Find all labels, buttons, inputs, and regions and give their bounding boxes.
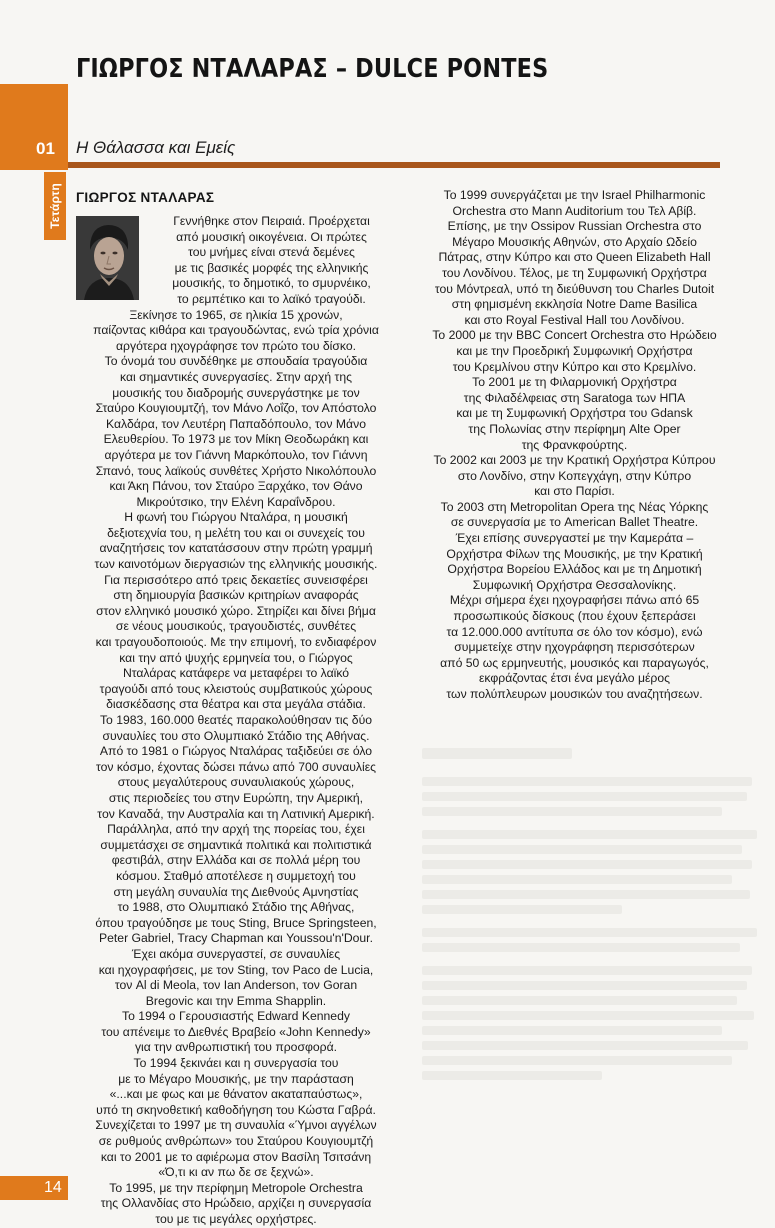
- text-line: σε νέους μουσικούς, τραγουδιστές, συνθέτες: [115, 619, 357, 634]
- text-line: Η φωνή του Γιώργου Νταλάρα, η μουσική: [124, 510, 348, 525]
- text-line: αναζητήσεις τον κατατάσσουν στην πρώτη γραμμή: [99, 541, 373, 556]
- author-portrait: [76, 216, 139, 300]
- text-line: μουσικής του διαδρομής συνεργάστηκε με τον: [112, 385, 360, 400]
- author-heading: ΓΙΩΡΓΟΣ ΝΤΑΛΑΡΑΣ: [76, 190, 215, 205]
- text-line: αργότερα ηχογράφησε τον πρώτο του δίσκο.: [116, 338, 356, 353]
- text-line: στη φημισμένη εκκλησία Notre Dame Basilica: [451, 297, 698, 312]
- faded-line: [422, 748, 572, 759]
- faded-line: [422, 1011, 754, 1020]
- text-line: και το 2001 με το αφιέρωμα στον Βασίλη Τσιτσάνη: [100, 1149, 372, 1164]
- text-line: το 1988, στο Ολυμπιακό Στάδιο της Αθήνας,: [117, 900, 355, 915]
- text-line: και την από ψυχής ερμηνεία του, ο Γιώργος: [119, 650, 353, 665]
- text-line: για την ανθρωπιστική του προσφορά.: [134, 1040, 338, 1055]
- text-line: Συνεχίζεται το 1997 με τη συναυλία «Ύμνοι αγγέλων: [95, 1118, 377, 1133]
- faded-line: [422, 1041, 748, 1050]
- text-line: Ξεκίνησε το 1965, σε ηλικία 15 χρονών,: [129, 307, 343, 322]
- page-title: ΓΙΩΡΓΟΣ ΝΤΑΛΑΡΑΣ – DULCE PONTES: [76, 54, 549, 84]
- faded-line: [422, 1026, 722, 1035]
- text-line: Το 2003 στη Metropolitan Opera της Νέας Υόρκης: [440, 499, 709, 514]
- text-line: του με τις μεγάλες ορχήστρες.: [155, 1212, 317, 1226]
- text-line: της Πολωνίας στην περίφημη Alte Oper: [468, 421, 681, 436]
- faded-line: [422, 1071, 602, 1080]
- text-line: σε ρυθμούς ανθρώπων» του Σταύρου Κουγιουμτζή: [98, 1134, 374, 1149]
- left-column-text: [76, 214, 396, 1228]
- section-number: 01: [36, 139, 55, 158]
- faded-line: [422, 845, 742, 854]
- text-line: Για περισσότερο από τρεις δεκαετίες συνεισφέρει: [104, 572, 368, 587]
- text-line: τραγούδι από τους κλειστούς συμβατικούς χώρους: [99, 681, 373, 696]
- text-line: του Λονδίνου. Τέλος, με τη Συμφωνική Ορχήστρα: [442, 265, 707, 280]
- text-line: και Άκη Πάνου, τον Σταύρο Ξαρχάκο, τον Θάνο: [109, 479, 363, 494]
- text-line: και τραγουδοποιούς. Με την επιμονή, το ενδιαφέρον: [95, 635, 377, 650]
- text-line: Το 1999 συνεργάζεται με την Israel Philharmonic: [443, 188, 706, 202]
- text-line: του Κρεμλίνου στην Κύπρο και στο Κρεμλίνο.: [452, 359, 697, 374]
- text-line: με το Μέγαρο Μουσικής, με την παράσταση: [118, 1071, 354, 1086]
- text-line: της Φιλαδέλφειας στη Saratoga των ΗΠΑ: [463, 390, 686, 405]
- text-line: Γεννήθηκε στον Πειραιά. Προέρχεται: [173, 214, 370, 228]
- text-line: Μικρούτσικο, την Ελένη Καραΐνδρου.: [136, 494, 336, 509]
- text-line: της Φρανκφούρτης.: [521, 437, 628, 452]
- faded-line: [422, 1056, 732, 1065]
- faded-line: [422, 807, 722, 816]
- text-line: Από το 1981 ο Γιώργος Νταλάρας ταξιδεύει σε όλο: [99, 744, 373, 759]
- text-line: στον ελληνικό μουσικό χώρο. Στηρίζει και δίνει βήμα: [96, 603, 376, 618]
- text-line: των πολύπλευρων μουσικών του αναζητήσεων.: [446, 687, 703, 701]
- text-line: «...και με φως και με θάνατον ακαταπαύστως»,: [109, 1087, 363, 1102]
- text-line: Το 1983, 160.000 θεατές παρακολούθησαν τις δύο: [99, 713, 373, 727]
- text-line: Το 2001 με τη Φιλαρμονική Ορχήστρα: [472, 375, 677, 390]
- text-line: διασκέδασης στα θέατρα και στα μεγάλα στάδια.: [106, 697, 366, 712]
- text-line: στη δημιουργία βασικών κριτηρίων αναφοράς: [113, 588, 359, 603]
- left-column: [76, 188, 396, 1228]
- text-line: στο Λονδίνο, στην Κοπεγχάγη, στην Κύπρο: [457, 468, 692, 483]
- right-column-text: [422, 188, 727, 703]
- text-line: Το 1995, με την περίφημη Metropole Orchestra: [109, 1180, 363, 1195]
- text-line: και με τη Συμφωνική Ορχήστρα του Gdansk: [456, 406, 693, 421]
- section-tab: [0, 84, 68, 170]
- text-line: Orchestra στο Mann Auditorium του Τελ Αβίβ.: [452, 203, 697, 218]
- text-line: Το όνομά του συνδέθηκε με σπουδαία τραγούδια: [104, 354, 368, 369]
- text-line: συναυλίες του στο Ολυμπιακό Στάδιο της Αθήνας.: [102, 728, 370, 743]
- text-line: Το 1994 ξεκινάει και η συνεργασία του: [133, 1056, 339, 1071]
- text-line: στη μεγάλη συναυλία της Διεθνούς Αμνηστίας: [113, 884, 359, 899]
- text-line: Έχει ακόμα συνεργαστεί, σε συναυλίες: [131, 946, 341, 961]
- text-line: των καινοτόμων διεργασιών της ελληνικής μουσικής.: [94, 557, 378, 572]
- text-line: προσωπικούς δίσκους (που έχουν ξεπεράσει: [453, 609, 696, 624]
- text-line: μουσικής, το δημοτικό, το σμυρνέικο,: [172, 276, 371, 291]
- section-title: Η Θάλασσα και Εμείς: [76, 138, 236, 157]
- text-line: «Ό,τι κι αν πω δε σε ξεχνώ».: [158, 1165, 314, 1180]
- text-line: Το 1994 ο Γερουσιαστής Edward Kennedy: [122, 1009, 350, 1024]
- text-line: Νταλάρας κατάφερε να μεταφέρει το λαϊκό: [122, 666, 350, 681]
- text-line: με τις βασικές μορφές της ελληνικής: [174, 260, 369, 275]
- text-line: στις περιοδείες του στην Ευρώπη, την Αμερική,: [108, 790, 364, 805]
- faded-line: [422, 890, 750, 899]
- text-line: το ρεμπέτικο και το λαϊκό τραγούδι.: [177, 291, 366, 306]
- text-line: Επίσης, με την Ossipov Russian Orchestra στο: [447, 219, 702, 234]
- day-label: Τετάρτη: [48, 183, 62, 229]
- portrait-image: [76, 216, 139, 300]
- text-line: Καλδάρα, τον Λευτέρη Παπαδόπουλο, τον Μάνο: [106, 416, 366, 431]
- text-line: Ορχήστρα Βορείου Ελλάδος και με τη Δημοτική: [447, 562, 702, 577]
- text-line: τον Καναδά, την Αυστραλία και τη Λατινική Αμερική.: [97, 806, 375, 821]
- text-line: και στο Παρίσι.: [534, 484, 615, 499]
- section-divider: [68, 162, 720, 168]
- text-line: και με την Προεδρική Συμφωνική Ορχήστρα: [456, 343, 693, 358]
- text-line: της Ολλανδίας στο Ηρώδειο, αρχίζει η συνεργασία: [100, 1196, 372, 1211]
- page-number: 14: [44, 1179, 62, 1196]
- text-line: σε συνεργασία με το American Ballet Theatre.: [450, 515, 699, 530]
- text-line: τον κόσμο, έχοντας δώσει πάνω από 700 συναυλίες: [95, 759, 377, 774]
- text-line: τα 12.000.000 αντίτυπα σε όλο τον κόσμο), ενώ: [446, 624, 703, 639]
- faded-line: [422, 996, 737, 1005]
- text-line: παίζοντας κιθάρα και τραγουδώντας, ενώ τρία χρόνια: [93, 323, 379, 338]
- text-line: τον Al di Meola, τον Ian Anderson, τον Goran: [114, 978, 358, 993]
- faded-line: [422, 792, 747, 801]
- text-line: στους μεγαλύτερους συναυλιακούς χώρους,: [117, 775, 355, 790]
- text-line: Συμφωνική Ορχήστρα Θεσσαλονίκης.: [472, 577, 677, 592]
- text-line: Bregovic και την Emma Shapplin.: [145, 993, 327, 1008]
- faded-line: [422, 981, 747, 990]
- text-line: Σταύρο Κουγιουμτζή, τον Μάνο Λοΐζο, τον Απόστολο: [95, 401, 377, 416]
- text-line: και σημαντικές συνεργασίες. Στην αρχή της: [120, 369, 352, 384]
- text-line: και στο Royal Festival Hall του Λονδίνου.: [464, 312, 685, 327]
- faded-line: [422, 928, 757, 937]
- faded-line: [422, 875, 732, 884]
- show-through-text: [422, 748, 762, 1108]
- text-line: του μνήμες είναι στενά δεμένες: [188, 245, 355, 260]
- text-line: συμμετάσχει σε σημαντικά πολιτικά και πολιτιστικά: [100, 837, 372, 852]
- faded-line: [422, 966, 752, 975]
- text-line: εκφράζοντας έτσι ένα μεγάλο μέρος: [479, 671, 670, 686]
- text-line: υπό τη σκηνοθετική καθοδήγηση του Κώστα Γαβρά.: [96, 1102, 376, 1117]
- right-column: [422, 188, 727, 703]
- text-line: Το 2002 και 2003 με την Κρατική Ορχήστρα Κύπρου: [433, 453, 716, 468]
- text-line: Ελευθερίου. Το 1973 με τον Μίκη Θεοδωράκη και: [103, 432, 369, 447]
- faded-line: [422, 830, 757, 839]
- text-line: του απένειμε το Διεθνές Βραβείο «John Kennedy»: [101, 1024, 371, 1039]
- text-line: όπου τραγούδησε με τους Sting, Bruce Springsteen,: [95, 915, 377, 930]
- text-line: και ηχογραφήσεις, με τον Sting, τον Paco de Lucia,: [98, 962, 374, 977]
- text-line: Peter Gabriel, Tracy Chapman και Youssou'n'Dour.: [99, 931, 373, 946]
- faded-line: [422, 943, 740, 952]
- faded-line: [422, 860, 752, 869]
- text-line: Παράλληλα, από την αρχή της πορείας του, έχει: [107, 822, 365, 837]
- text-line: Μέγαρο Μουσικής Αθηνών, στο Αρχαίο Ωδείο: [452, 234, 697, 249]
- text-line: συμμετείχε στην ηχογράφηση περισσότερων: [454, 640, 695, 655]
- text-line: Το 2000 με την BBC Concert Orchestra στο Ηρώδειο: [432, 328, 717, 343]
- text-line: φεστιβάλ, στην Ελλάδα και σε πολλά μέρη του: [111, 853, 361, 868]
- faded-line: [422, 777, 752, 786]
- text-line: Σπανό, τους λαϊκούς συνθέτες Χρήστο Νικολόπουλο: [95, 463, 377, 478]
- faded-line: [422, 905, 622, 914]
- text-line: Ορχήστρα Φίλων της Μουσικής, με την Κρατική: [446, 546, 703, 561]
- text-line: κόσμου. Σταθμό αποτέλεσε η συμμετοχή του: [116, 868, 356, 883]
- text-line: από 50 ως ερμηνευτής, μουσικός και παραγωγός,: [440, 655, 709, 670]
- text-line: από μουσική οικογένεια. Οι πρώτες: [176, 229, 367, 244]
- text-line: Μέχρι σήμερα έχει ηχογραφήσει πάνω από 65: [449, 593, 700, 608]
- text-line: Έχει επίσης συνεργαστεί με την Καμεράτα –: [455, 531, 694, 546]
- text-line: αργότερα με τον Γιάννη Μαρκόπουλο, τον Γιάννη: [104, 447, 368, 462]
- day-label-tab: [44, 172, 66, 240]
- text-line: δεξιοτεχνία του, η μελέτη του και οι συνεχείς του: [107, 525, 365, 540]
- text-line: Πάτρας, στην Κύπρο και στο Queen Elizabeth Hall: [438, 250, 711, 265]
- text-line: του Μόντρεαλ, υπό τη διεύθυνση του Charles Dutoit: [434, 281, 715, 296]
